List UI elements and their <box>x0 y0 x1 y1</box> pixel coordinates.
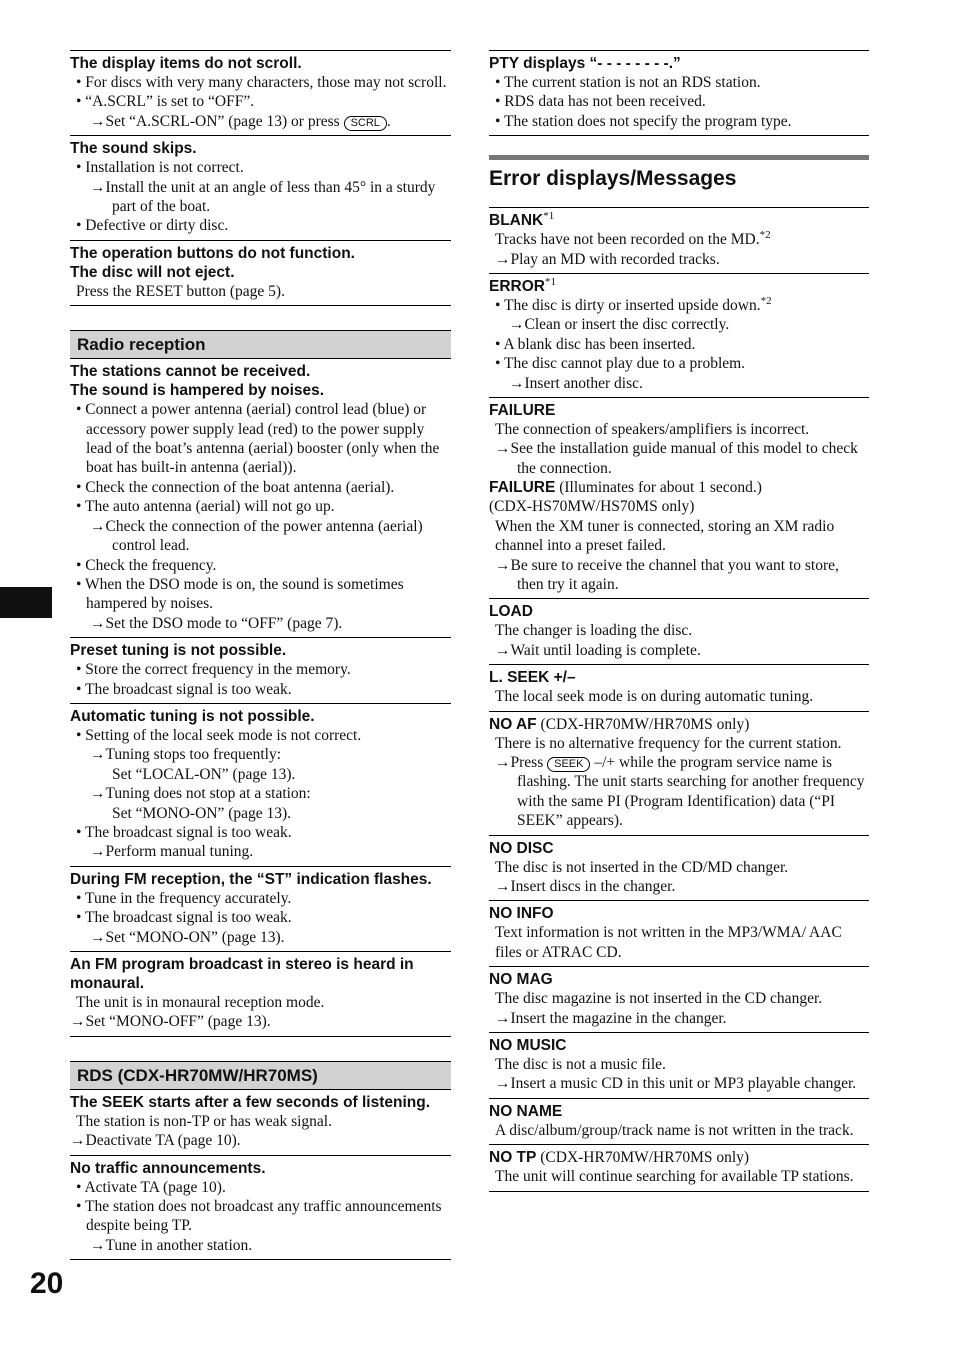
msg-error <box>489 273 869 397</box>
remedy: →Tuning stops too frequently: <box>90 746 282 764</box>
msg-noname <box>489 1098 869 1144</box>
message-heading: NO TP (CDX-HR70MW/HR70MS only) <box>489 1149 750 1167</box>
remedy: →Clean or insert the disc correctly. <box>509 316 730 334</box>
radio-reception-title: Radio reception <box>70 330 451 359</box>
msg-load <box>489 598 869 664</box>
msg-noaf <box>489 711 869 835</box>
section-heading: An FM program broadcast in stereo is heard in monaural. <box>70 956 414 992</box>
remedy: →Press SEEK –/+ while the program service name is flashing. The unit starts searching for another frequency with the same PI (Program Identification) data (“PI SEEK” appears). <box>495 753 865 830</box>
remedy: →Perform manual tuning. <box>90 843 254 861</box>
remedy: →Insert another disc. <box>509 374 643 392</box>
text: Text information is not written in the MP3/WMA/ AAC files or ATRAC CD. <box>495 924 842 961</box>
message-heading: NO MUSIC <box>489 1037 567 1054</box>
section-heading: The disc will not eject. <box>70 263 235 281</box>
troubleshoot-monaural <box>70 951 451 1036</box>
text: The station is non-TP or has weak signal. <box>76 1112 332 1130</box>
message-heading: NO MAG <box>489 971 553 989</box>
bullet: • The station does not specify the program type. <box>495 112 792 130</box>
remedy: →Insert the magazine in the changer. <box>495 1009 727 1027</box>
error-messages-title: Error displays/Messages <box>489 155 869 207</box>
troubleshoot-seek <box>70 1090 451 1155</box>
text: The local seek mode is on during automatic tuning. <box>495 688 814 706</box>
remedy: →Install the unit at an angle of less than 45° in a sturdy part of the boat. <box>90 178 436 216</box>
bullet: • Check the connection of the boat antenna (aerial). <box>76 478 395 496</box>
rds-title: RDS (CDX-HR70MW/HR70MS) <box>70 1061 451 1090</box>
message-heading: FAILURE <box>489 402 556 420</box>
msg-noinfo <box>489 900 869 966</box>
remedy: →Set “A.SCRL-ON” (page 13) or press SCRL . <box>90 112 391 130</box>
text: The disc is not inserted in the CD/MD changer. <box>495 858 789 876</box>
section-heading: The sound skips. <box>70 140 197 158</box>
troubleshoot-sound-skips <box>70 135 451 240</box>
bullet: • When the DSO mode is on, the sound is sometimes hampered by noises. <box>76 575 404 613</box>
remedy: →Tune in another station. <box>90 1236 253 1254</box>
message-heading: NO AF (CDX-HR70MW/HR70MS only) <box>489 715 750 733</box>
text: There is no alternative frequency for the current station. <box>495 734 842 752</box>
bullet: • Setting of the local seek mode is not correct. <box>76 726 362 744</box>
left-column <box>70 50 451 1260</box>
section-tab-marker <box>0 587 52 618</box>
troubleshoot-preset-tuning <box>70 637 451 703</box>
section-heading: PTY displays “- - - - - - - -.” <box>489 55 681 72</box>
text: The disc magazine is not inserted in the CD changer. <box>495 990 823 1008</box>
bullet: • Activate TA (page 10). <box>76 1178 226 1196</box>
remedy: →Set the DSO mode to “OFF” (page 7). <box>90 614 343 632</box>
remedy: →Insert discs in the changer. <box>495 877 676 895</box>
bullet: • The broadcast signal is too weak. <box>76 909 292 927</box>
bullet: • Tune in the frequency accurately. <box>76 889 292 907</box>
bullet: • The broadcast signal is too weak. <box>76 680 292 698</box>
remedy: →Wait until loading is complete. <box>495 641 701 659</box>
section-heading: Preset tuning is not possible. <box>70 642 287 660</box>
bullet: • The station does not broadcast any traffic announcements despite being TP. <box>76 1198 442 1235</box>
bullet: • Store the correct frequency in the memory. <box>76 661 351 679</box>
message-heading: LOAD <box>489 603 533 621</box>
right-column <box>489 50 869 1192</box>
section-heading: No traffic announcements. <box>70 1159 266 1177</box>
remedy: →Deactivate TA (page 10). <box>70 1132 241 1150</box>
section-heading: The sound is hampered by noises. <box>70 382 325 400</box>
seek-key: SEEK <box>547 757 590 772</box>
text: The changer is loading the disc. <box>495 622 693 640</box>
text: When the XM tuner is connected, storing an XM radio channel into a preset failed. <box>495 517 835 555</box>
msg-failure <box>489 397 869 598</box>
bullet: • Defective or dirty disc. <box>76 217 229 235</box>
text: A disc/album/group/track name is not written in the track. <box>495 1121 854 1139</box>
message-heading: BLANK$^{*1}$ <box>489 210 555 230</box>
remedy: →Check the connection of the power antenna (aerial) control lead. <box>90 517 423 555</box>
bullet: • For discs with very many characters, those may not scroll. <box>76 74 447 91</box>
msg-nodisc <box>489 835 869 901</box>
troubleshoot-stations <box>70 359 451 637</box>
remedy: →Set “MONO-ON” (page 13). <box>90 928 285 946</box>
bullet: • The auto antenna (aerial) will not go up. <box>76 498 335 516</box>
remedy: →Set “MONO-OFF” (page 13). <box>70 1013 271 1031</box>
page-number: 20 <box>30 1267 64 1300</box>
text: The disc is not a music file. <box>495 1056 666 1073</box>
remedy: →Be sure to receive the channel that you want to store, then try it again. <box>495 556 839 593</box>
section-heading: The operation buttons do not function. <box>70 244 355 262</box>
message-heading: L. SEEK +/– <box>489 669 576 687</box>
troubleshoot-traffic <box>70 1155 451 1260</box>
remedy: →Insert a music CD in this unit or MP3 playable changer. <box>495 1075 857 1093</box>
message-heading: NO DISC <box>489 839 554 857</box>
scrl-key: SCRL <box>344 116 387 131</box>
message-heading: NO NAME <box>489 1102 563 1120</box>
bullet: • The disc is dirty or inserted upside down.$^{*2}$ <box>495 294 772 315</box>
bullet: • The broadcast signal is too weak. <box>76 823 292 841</box>
troubleshoot-buttons <box>70 240 451 305</box>
text: Tracks have not been recorded on the MD.$^{*2}$ <box>495 229 771 249</box>
text: The unit is in monaural reception mode. <box>76 994 325 1011</box>
text: Press the RESET button (page 5). <box>76 282 285 300</box>
text: The unit will continue searching for available TP stations. <box>495 1168 854 1186</box>
message-heading: NO INFO <box>489 905 554 923</box>
remedy-detail: Set “LOCAL-ON” (page 13). <box>112 765 296 783</box>
bullet: • A blank disc has been inserted. <box>495 335 696 353</box>
section-heading: The SEEK starts after a few seconds of listening. <box>70 1093 431 1111</box>
msg-notp <box>489 1144 869 1190</box>
remedy: →See the installation guide manual of this model to check the connection. <box>495 440 858 477</box>
bullet: • “A.SCRL” is set to “OFF”. <box>76 93 255 111</box>
msg-lseek <box>489 664 869 710</box>
message-heading: ERROR$^{*1}$ <box>489 275 556 296</box>
bullet: • The disc cannot play due to a problem. <box>495 355 746 373</box>
bullet: • Installation is not correct. <box>76 159 244 177</box>
section-heading: The stations cannot be received. <box>70 363 311 381</box>
remedy: →Play an MD with recorded tracks. <box>495 250 720 268</box>
pty-displays <box>489 50 869 135</box>
troubleshoot-auto-tuning <box>70 703 451 866</box>
section-heading: Automatic tuning is not possible. <box>70 707 315 725</box>
section-heading: The display items do not scroll. <box>70 55 302 72</box>
msg-nomusic <box>489 1032 869 1098</box>
model-note: (CDX-HS70MW/HS70MS only) <box>489 498 695 516</box>
section-heading: During FM reception, the “ST” indication flashes. <box>70 870 432 888</box>
text: The connection of speakers/amplifiers is incorrect. <box>495 421 810 439</box>
troubleshoot-st-flashes <box>70 866 451 951</box>
msg-blank <box>489 207 869 273</box>
bullet: • Connect a power antenna (aerial) control lead (blue) or accessory power supply lead (red) to the power supply lead of the boat’s antenna (aerial) booster (only when the boat has built-in antenna (aerial)). <box>76 401 440 477</box>
troubleshoot-display-scroll <box>70 50 451 135</box>
msg-nomag <box>489 966 869 1032</box>
remedy: →Tuning does not stop at a station: <box>90 785 311 803</box>
bullet: • Check the frequency. <box>76 556 217 574</box>
remedy-detail: Set “MONO-ON” (page 13). <box>112 804 292 822</box>
bullet: • RDS data has not been received. <box>495 93 706 111</box>
bullet: • The current station is not an RDS station. <box>495 74 761 91</box>
message-heading: FAILURE (Illuminates for about 1 second.) <box>489 479 762 497</box>
